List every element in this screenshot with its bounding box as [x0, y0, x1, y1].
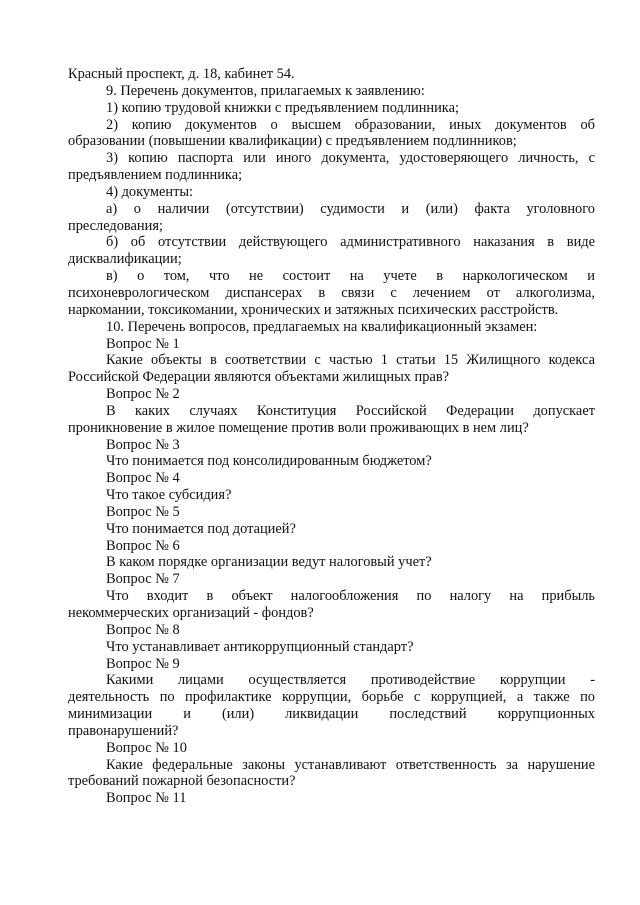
doc-item-4: 4) документы:: [106, 183, 194, 200]
question-text: Что понимается под консолидированным бюджетом?: [106, 453, 432, 470]
question-text: проникновение в жилое помещение против воли проживающих в нем лиц?: [68, 419, 529, 436]
question-label: Вопрос № 7: [106, 571, 180, 588]
doc-item-4a-line-2: преследования;: [68, 217, 163, 234]
question-text: некоммерческих организаций - фондов?: [68, 605, 314, 621]
question-label: Вопрос № 5: [106, 503, 180, 520]
question-text: Что понимается под дотацией?: [106, 520, 296, 537]
question-label: Вопрос № 4: [106, 470, 180, 487]
doc-item-4a-line-1: а) о наличии (отсутствии) судимости и (или) факта уголовного: [106, 200, 595, 217]
question-label: Вопрос № 8: [106, 621, 180, 638]
question-text: Какие объекты в соответствии с частью 1 статьи 15 Жилищного кодекса: [106, 352, 595, 369]
document-body: [68, 66, 595, 807]
question-text: Какими лицами осуществляется противодействие коррупции -: [106, 672, 595, 689]
question-text: Российской Федерации являются объектами жилищных прав?: [68, 369, 450, 386]
doc-item-4b-line-1: б) об отсутствии действующего административного наказания в виде: [106, 234, 595, 251]
question-text: Что входит в объект налогообложения по налогу на прибыль: [106, 588, 595, 605]
doc-item-2-line-2: образовании (повышении квалификации) с предъявлением подлинников;: [68, 133, 517, 150]
question-text: требований пожарной безопасности?: [68, 773, 296, 790]
doc-item-1: 1) копию трудовой книжки с предъявлением подлинника;: [106, 99, 459, 116]
doc-item-4b-line-2: дисквалификации;: [68, 251, 182, 268]
question-text: Что такое субсидия?: [106, 487, 232, 504]
question-label: Вопрос № 2: [106, 386, 180, 403]
question-label: Вопрос № 10: [106, 739, 187, 756]
docs-heading: 9. Перечень документов, прилагаемых к заявлению:: [106, 82, 425, 99]
question-text: Какие федеральные законы устанавливают ответственность за нарушение: [106, 756, 595, 773]
question-label: Вопрос № 9: [106, 655, 180, 672]
question-label: Вопрос № 11: [106, 790, 187, 807]
doc-item-3-line-2: предъявлением подлинника;: [68, 167, 243, 184]
question-text: минимизации и (или) ликвидации последствий коррупционных: [68, 706, 595, 723]
doc-item-4c-line-3: наркомании, токсикомании, хронических и затяжных психических расстройств.: [68, 301, 559, 318]
questions-heading: 10. Перечень вопросов, предлагаемых на квалификационный экзамен:: [106, 318, 538, 335]
question-label: Вопрос № 1: [106, 335, 180, 352]
question-text: В каких случаях Конституция Российской Федерации допускает: [106, 402, 595, 419]
doc-item-4c-line-2: психоневрологическом диспансерах в связи с лечением от алкоголизма,: [68, 284, 595, 301]
doc-item-2-line-1: 2) копию документов о высшем образовании, иных документов об: [106, 116, 595, 133]
question-text: правонарушений?: [68, 722, 179, 739]
doc-item-3-line-1: 3) копию паспорта или иного документа, удостоверяющего личность, с: [106, 150, 595, 167]
question-text: Что устанавливает антикоррупционный стандарт?: [106, 638, 414, 655]
question-text: деятельность по профилактике коррупции, борьбе с коррупцией, а также по: [68, 689, 595, 706]
doc-item-4c-line-1: в) о том, что не состоит на учете в наркологическом и: [106, 268, 595, 285]
question-label: Вопрос № 3: [106, 436, 180, 453]
intro-line: Красный проспект, д. 18, кабинет 54.: [68, 66, 295, 82]
question-label: Вопрос № 6: [106, 537, 180, 554]
question-text: В каком порядке организации ведут налоговый учет?: [106, 554, 432, 571]
